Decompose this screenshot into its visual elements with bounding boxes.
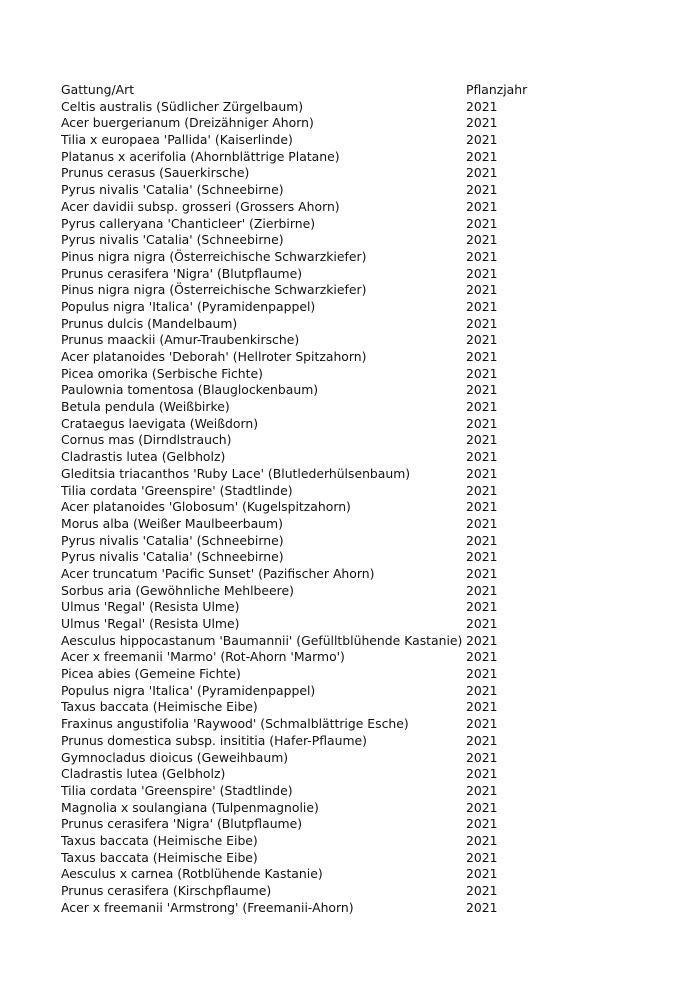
table-row — [61, 399, 661, 416]
cell-pflanzjahr: 2021 — [466, 816, 498, 832]
table-row — [61, 449, 661, 466]
cell-gattung-art: Taxus baccata (Heimische Eibe) — [61, 832, 258, 848]
cell-pflanzjahr: 2021 — [466, 532, 498, 548]
header-pflanzjahr: Pflanzjahr — [466, 82, 528, 97]
cell-pflanzjahr: 2021 — [466, 415, 498, 431]
table-row — [61, 165, 661, 182]
cell-pflanzjahr: 2021 — [466, 565, 498, 581]
table-row — [61, 466, 661, 483]
cell-gattung-art: Tilia cordata 'Greenspire' (Stadtlinde) — [61, 482, 293, 498]
cell-gattung-art: Paulownia tomentosa (Blauglockenbaum) — [61, 382, 319, 398]
cell-pflanzjahr: 2021 — [466, 766, 498, 782]
table-row — [61, 733, 661, 750]
cell-gattung-art: Taxus baccata (Heimische Eibe) — [61, 699, 258, 715]
cell-pflanzjahr: 2021 — [466, 699, 498, 715]
cell-pflanzjahr: 2021 — [466, 599, 498, 615]
cell-pflanzjahr: 2021 — [466, 282, 498, 298]
cell-pflanzjahr: 2021 — [466, 782, 498, 798]
cell-gattung-art: Prunus cerasifera (Kirschpflaume) — [61, 883, 272, 898]
cell-gattung-art: Pyrus nivalis 'Catalia' (Schneebirne) — [61, 232, 284, 248]
table-row — [61, 416, 661, 433]
cell-gattung-art: Acer platanoides 'Deborah' (Hellroter Spitzahorn) — [61, 349, 367, 364]
cell-gattung-art: Celtis australis (Südlicher Zürgelbaum) — [61, 98, 304, 114]
table-row — [61, 583, 661, 600]
cell-pflanzjahr: 2021 — [466, 549, 498, 565]
table-row — [61, 883, 661, 900]
cell-gattung-art: Fraxinus angustifolia 'Raywood' (Schmalblättrige Esche) — [61, 716, 409, 732]
cell-gattung-art: Populus nigra 'Italica' (Pyramidenpappel) — [61, 298, 316, 314]
header-gattung-art: Gattung/Art — [61, 82, 135, 97]
cell-gattung-art: Gleditsia triacanthos 'Ruby Lace' (Blutlederhülsenbaum) — [61, 465, 411, 481]
cell-pflanzjahr: 2021 — [466, 616, 498, 631]
cell-pflanzjahr: 2021 — [466, 632, 498, 648]
table-row — [61, 750, 661, 767]
cell-gattung-art: Pinus nigra nigra (Österreichische Schwarzkiefer) — [61, 248, 367, 264]
table-row — [61, 616, 661, 633]
cell-gattung-art: Betula pendula (Weißbirke) — [61, 399, 230, 415]
table-row — [61, 366, 661, 383]
table-row — [61, 499, 661, 516]
table-row — [61, 483, 661, 500]
cell-pflanzjahr: 2021 — [466, 515, 498, 531]
cell-gattung-art: Morus alba (Weißer Maulbeerbaum) — [61, 515, 283, 531]
table-row — [61, 699, 661, 716]
cell-gattung-art: Acer x freemanii 'Marmo' (Rot-Ahorn 'Marmo') — [61, 649, 345, 665]
table-row — [61, 115, 661, 132]
cell-gattung-art: Platanus x acerifolia (Ahornblättrige Platane) — [61, 148, 340, 164]
cell-gattung-art: Acer davidii subsp. grosseri (Grossers Ahorn) — [61, 198, 340, 214]
cell-pflanzjahr: 2021 — [466, 649, 498, 665]
cell-gattung-art: Prunus cerasifera 'Nigra' (Blutpflaume) — [61, 816, 303, 832]
cell-pflanzjahr: 2021 — [466, 115, 498, 131]
table-row — [61, 266, 661, 283]
cell-pflanzjahr: 2021 — [466, 382, 498, 398]
cell-pflanzjahr: 2021 — [466, 349, 498, 364]
table-row — [61, 432, 661, 449]
table-row — [61, 149, 661, 166]
table-row — [61, 533, 661, 550]
table-row — [61, 382, 661, 399]
cell-gattung-art: Prunus cerasifera 'Nigra' (Blutpflaume) — [61, 265, 303, 281]
table-row — [61, 132, 661, 149]
table-body — [61, 99, 661, 917]
table-row — [61, 716, 661, 733]
table-row — [61, 232, 661, 249]
cell-pflanzjahr: 2021 — [466, 365, 498, 381]
table-row — [61, 783, 661, 800]
cell-pflanzjahr: 2021 — [466, 899, 498, 915]
cell-gattung-art: Aesculus hippocastanum 'Baumannii' (Gefülltblühende Kastanie) — [61, 632, 463, 648]
cell-pflanzjahr: 2021 — [466, 749, 498, 765]
table-row — [61, 800, 661, 817]
cell-gattung-art: Pyrus nivalis 'Catalia' (Schneebirne) — [61, 549, 284, 565]
cell-gattung-art: Pinus nigra nigra (Österreichische Schwarzkiefer) — [61, 282, 367, 298]
cell-pflanzjahr: 2021 — [466, 399, 498, 415]
cell-pflanzjahr: 2021 — [466, 732, 498, 748]
cell-pflanzjahr: 2021 — [466, 499, 498, 515]
cell-pflanzjahr: 2021 — [466, 332, 498, 348]
table-row — [61, 900, 661, 917]
cell-gattung-art: Prunus dulcis (Mandelbaum) — [61, 315, 238, 331]
cell-gattung-art: Pyrus calleryana 'Chanticleer' (Zierbirne) — [61, 215, 316, 231]
cell-gattung-art: Pyrus nivalis 'Catalia' (Schneebirne) — [61, 532, 284, 548]
cell-gattung-art: Taxus baccata (Heimische Eibe) — [61, 849, 258, 865]
cell-pflanzjahr: 2021 — [466, 482, 498, 498]
table-row — [61, 332, 661, 349]
cell-gattung-art: Acer truncatum 'Pacific Sunset' (Pazifischer Ahorn) — [61, 565, 375, 581]
cell-pflanzjahr: 2021 — [466, 248, 498, 264]
cell-gattung-art: Acer buergerianum (Dreizähniger Ahorn) — [61, 115, 314, 131]
table-row — [61, 866, 661, 883]
cell-gattung-art: Gymnocladus dioicus (Geweihbaum) — [61, 749, 289, 765]
cell-pflanzjahr: 2021 — [466, 98, 498, 114]
cell-gattung-art: Acer x freemanii 'Armstrong' (Freemanii-Ahorn) — [61, 899, 354, 915]
cell-pflanzjahr: 2021 — [466, 832, 498, 848]
cell-gattung-art: Picea abies (Gemeine Fichte) — [61, 666, 241, 682]
cell-pflanzjahr: 2021 — [466, 582, 498, 598]
cell-gattung-art: Cladrastis lutea (Gelbholz) — [61, 766, 226, 782]
cell-pflanzjahr: 2021 — [466, 298, 498, 314]
table-row — [61, 766, 661, 783]
cell-gattung-art: Ulmus 'Regal' (Resista Ulme) — [61, 616, 240, 631]
cell-gattung-art: Ulmus 'Regal' (Resista Ulme) — [61, 599, 240, 615]
cell-pflanzjahr: 2021 — [466, 666, 498, 682]
table-row — [61, 850, 661, 867]
table-row — [61, 282, 661, 299]
cell-gattung-art: Aesculus x carnea (Rotblühende Kastanie) — [61, 866, 323, 882]
table-row — [61, 349, 661, 366]
cell-gattung-art: Magnolia x soulangiana (Tulpenmagnolie) — [61, 799, 319, 815]
table-row — [61, 99, 661, 116]
cell-pflanzjahr: 2021 — [466, 215, 498, 231]
cell-gattung-art: Tilia cordata 'Greenspire' (Stadtlinde) — [61, 782, 293, 798]
table-row — [61, 516, 661, 533]
cell-pflanzjahr: 2021 — [466, 866, 498, 882]
table-row — [61, 182, 661, 199]
table-row — [61, 816, 661, 833]
cell-pflanzjahr: 2021 — [466, 165, 498, 181]
cell-pflanzjahr: 2021 — [466, 849, 498, 865]
table-row — [61, 633, 661, 650]
cell-pflanzjahr: 2021 — [466, 883, 498, 898]
cell-gattung-art: Crataegus laevigata (Weißdorn) — [61, 415, 259, 431]
cell-pflanzjahr: 2021 — [466, 132, 498, 148]
cell-pflanzjahr: 2021 — [466, 265, 498, 281]
cell-pflanzjahr: 2021 — [466, 799, 498, 815]
cell-gattung-art: Sorbus aria (Gewöhnliche Mehlbeere) — [61, 582, 294, 598]
table-row — [61, 216, 661, 233]
table-row — [61, 666, 661, 683]
table-row — [61, 566, 661, 583]
cell-gattung-art: Tilia x europaea 'Pallida' (Kaiserlinde) — [61, 132, 293, 148]
cell-gattung-art: Prunus domestica subsp. insititia (Hafer-Pflaume) — [61, 732, 367, 748]
cell-gattung-art: Prunus cerasus (Sauerkirsche) — [61, 165, 250, 181]
cell-pflanzjahr: 2021 — [466, 182, 498, 198]
table-row — [61, 683, 661, 700]
table-row — [61, 249, 661, 266]
table-row — [61, 316, 661, 333]
cell-gattung-art: Cornus mas (Dirndlstrauch) — [61, 432, 232, 448]
table-row — [61, 649, 661, 666]
cell-pflanzjahr: 2021 — [466, 716, 498, 732]
cell-pflanzjahr: 2021 — [466, 465, 498, 481]
cell-pflanzjahr: 2021 — [466, 198, 498, 214]
cell-pflanzjahr: 2021 — [466, 432, 498, 448]
table-row — [61, 299, 661, 316]
cell-pflanzjahr: 2021 — [466, 315, 498, 331]
table-row — [61, 833, 661, 850]
tree-list-table — [61, 82, 661, 916]
cell-gattung-art: Cladrastis lutea (Gelbholz) — [61, 449, 226, 465]
table-header — [61, 82, 661, 99]
cell-gattung-art: Prunus maackii (Amur-Traubenkirsche) — [61, 332, 300, 348]
cell-pflanzjahr: 2021 — [466, 682, 498, 698]
cell-gattung-art: Picea omorika (Serbische Fichte) — [61, 365, 263, 381]
table-row — [61, 549, 661, 566]
cell-pflanzjahr: 2021 — [466, 449, 498, 465]
cell-gattung-art: Pyrus nivalis 'Catalia' (Schneebirne) — [61, 182, 284, 198]
cell-pflanzjahr: 2021 — [466, 148, 498, 164]
cell-pflanzjahr: 2021 — [466, 232, 498, 248]
table-row — [61, 199, 661, 216]
table-row — [61, 599, 661, 616]
cell-gattung-art: Populus nigra 'Italica' (Pyramidenpappel) — [61, 682, 316, 698]
cell-gattung-art: Acer platanoides 'Globosum' (Kugelspitzahorn) — [61, 499, 351, 515]
